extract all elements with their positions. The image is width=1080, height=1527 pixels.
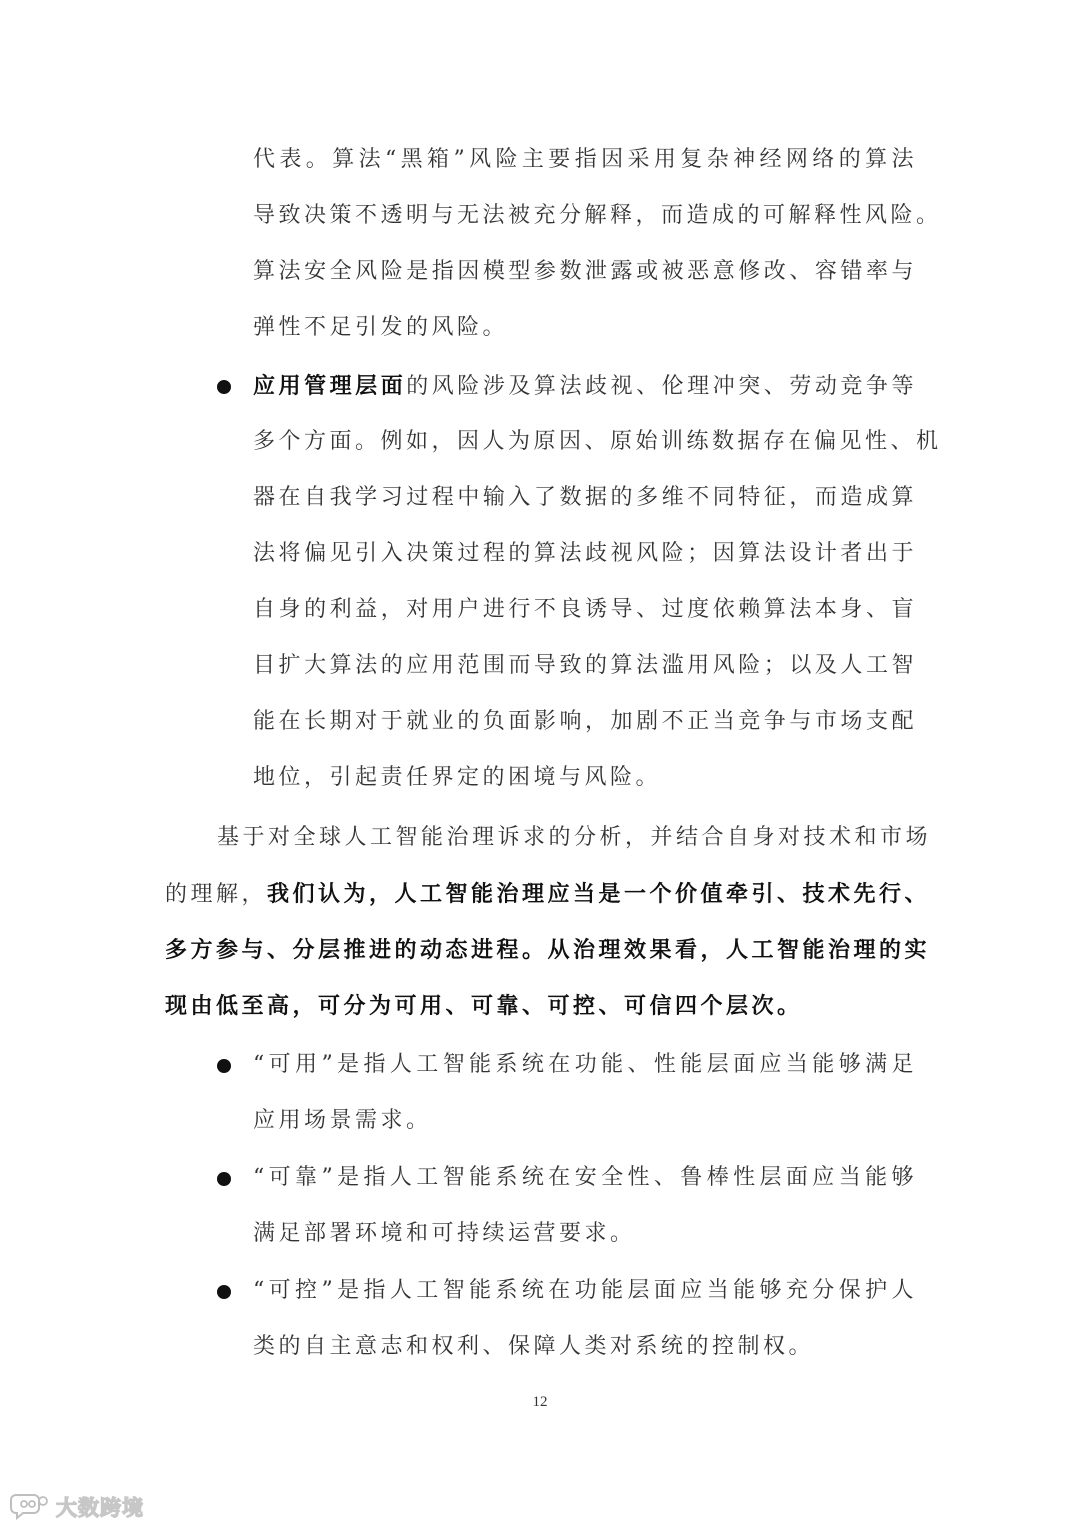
bullet-usable (253, 1037, 917, 1149)
text-line: 地位，引起责任界定的困境与风险。 (253, 765, 662, 790)
text-line: 自身的利益，对用户进行不良诱导、过度依赖算法本身、盲 (253, 597, 917, 622)
watermark (10, 1490, 144, 1524)
text-span: 的风险涉及算法歧视、伦理冲突、劳动竞争等 (406, 374, 917, 399)
chat-bubble-logo-icon (10, 1492, 50, 1522)
text-line: “可控”是指人工智能系统在功能层面应当能够充分保护人 (253, 1278, 917, 1303)
text-line: 代表。算法“黑箱”风险主要指因采用复杂神经网络的算法 (253, 147, 917, 172)
text-line: 基于对全球人工智能治理诉求的分析，并结合自身对技术和市场 (217, 825, 932, 850)
bullet-icon (217, 1059, 231, 1073)
bold-lead: 应用管理层面 (253, 373, 407, 399)
text-line (165, 866, 931, 922)
bold-text-line: 现由低至高，可分为可用、可靠、可控、可信四个层次。 (165, 993, 803, 1019)
conclusion-paragraph (165, 810, 932, 1034)
text-line: 目扩大算法的应用范围而导致的算法滥用风险；以及人工智 (253, 653, 917, 678)
text-line: 法将偏见引入决策过程的算法歧视风险；因算法设计者出于 (253, 541, 917, 566)
text-line: “可用”是指人工智能系统在功能、性能层面应当能够满足 (253, 1052, 917, 1077)
text-line: 能在长期对于就业的负面影响，加剧不正当竞争与市场支配 (253, 709, 917, 734)
bullet-application-management (253, 358, 942, 806)
text-line: 多个方面。例如，因人为原因、原始训练数据存在偏见性、机 (253, 429, 942, 454)
bullet-controllable (253, 1263, 917, 1375)
text-line: 导致决策不透明与无法被充分解释，而造成的可解释性风险。 (253, 203, 942, 228)
text-line: 算法安全风险是指因模型参数泄露或被恶意修改、容错率与 (253, 259, 917, 284)
bullet-reliable (253, 1150, 917, 1262)
text-line: “可靠”是指人工智能系统在安全性、鲁棒性层面应当能够 (253, 1165, 917, 1190)
text-span: 的理解， (165, 882, 268, 907)
bold-text-line: 多方参与、分层推进的动态进程。从治理效果看，人工智能治理的实 (165, 937, 931, 963)
watermark-text: 大数跨境 (56, 1496, 144, 1520)
text-line: 应用场景需求。 (253, 1108, 432, 1133)
text-line: 满足部署环境和可持续运营要求。 (253, 1221, 636, 1246)
bold-text: 我们认为，人工智能治理应当是一个价值牵引、技术先行、 (267, 881, 931, 907)
text-line: 弹性不足引发的风险。 (253, 315, 509, 340)
bullet-icon (217, 1172, 231, 1186)
text-line (253, 358, 917, 414)
page-number: 12 (532, 1394, 548, 1410)
bullet-icon (217, 380, 231, 394)
text-line: 类的自主意志和权利、保障人类对系统的控制权。 (253, 1334, 815, 1359)
text-line: 器在自我学习过程中输入了数据的多维不同特征，而造成算 (253, 485, 917, 510)
continuation-text (253, 132, 942, 356)
bullet-icon (217, 1285, 231, 1299)
